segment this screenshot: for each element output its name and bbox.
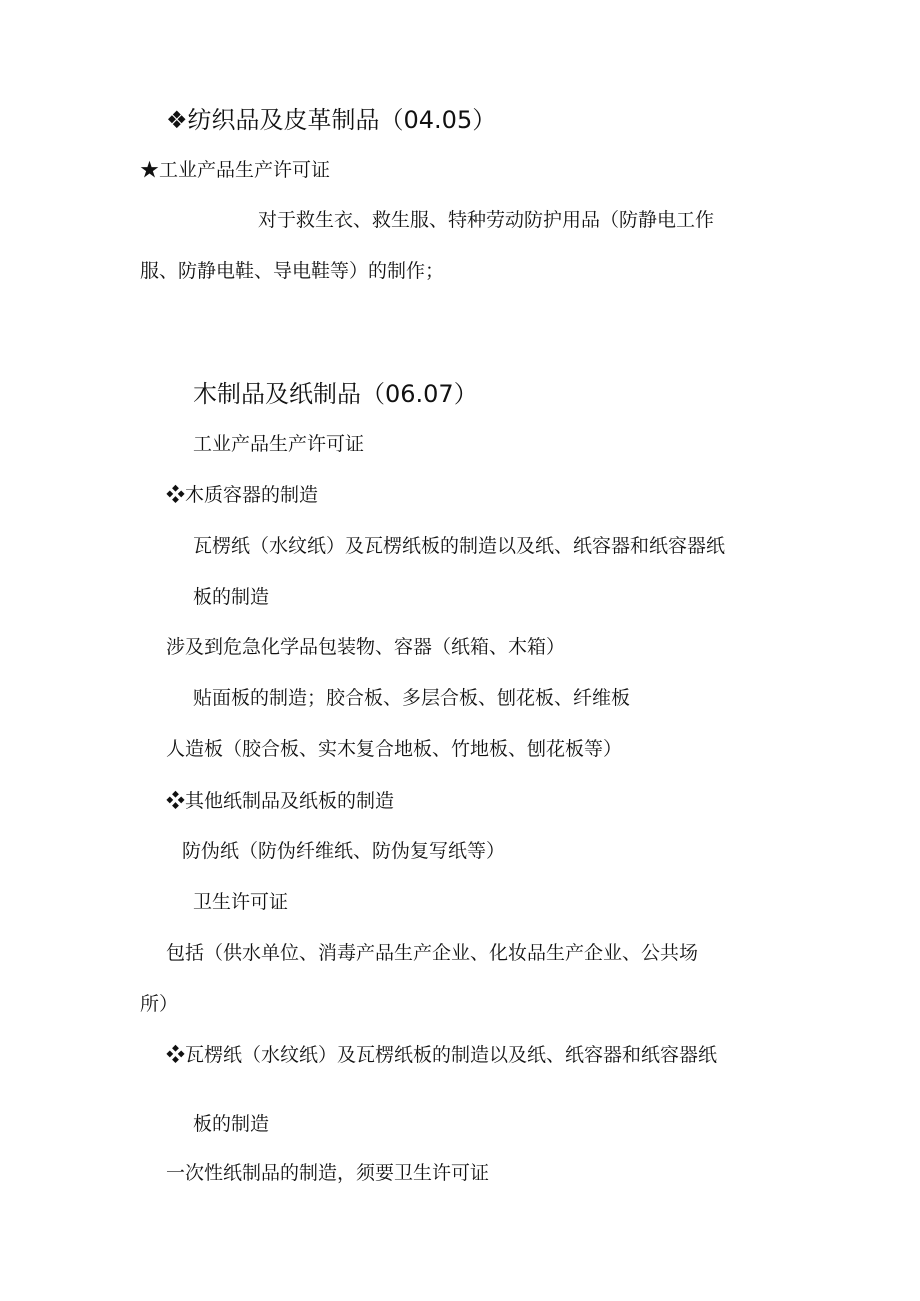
text-line: 卫生许可证 <box>193 891 289 913</box>
text-line: 板的制造 <box>193 586 270 608</box>
section-heading-wood-paper: 木制品及纸制品（06.07） <box>193 380 478 408</box>
text-line: 服、防静电鞋、导电鞋等）的制作； <box>140 260 445 282</box>
text-line: 防伪纸（防伪纤维纸、防伪复写纸等） <box>182 840 506 862</box>
text-line: 工业产品生产许可证 <box>193 433 365 455</box>
text-line: 涉及到危急化学品包装物、容器（纸箱、木箱） <box>166 636 566 658</box>
text-line: 所） <box>140 993 179 1015</box>
text-line: 包括（供水单位、消毒产品生产企业、化妆品生产企业、公共场 <box>166 942 699 964</box>
text-line: ❖其他纸制品及纸板的制造 <box>166 790 395 812</box>
section-heading-textiles: ❖纺织品及皮革制品（04.05） <box>166 106 497 134</box>
text-line: 对于救生衣、救生服、特种劳动防护用品（防静电工作 <box>258 209 715 231</box>
text-line: 贴面板的制造；胶合板、多层合板、刨花板、纤维板 <box>193 687 631 709</box>
text-line: 一次性纸制品的制造，须要卫生许可证 <box>166 1162 490 1184</box>
text-line: ❖木质容器的制造 <box>166 484 319 506</box>
text-line: ❖瓦楞纸（水纹纸）及瓦楞纸板的制造以及纸、纸容器和纸容器纸 <box>166 1044 718 1066</box>
text-line: 板的制造 <box>193 1113 270 1135</box>
text-line: ★工业产品生产许可证 <box>140 159 331 181</box>
text-line: 人造板（胶合板、实木复合地板、竹地板、刨花板等） <box>166 738 623 760</box>
text-line: 瓦楞纸（水纹纸）及瓦楞纸板的制造以及纸、纸容器和纸容器纸 <box>193 535 726 557</box>
